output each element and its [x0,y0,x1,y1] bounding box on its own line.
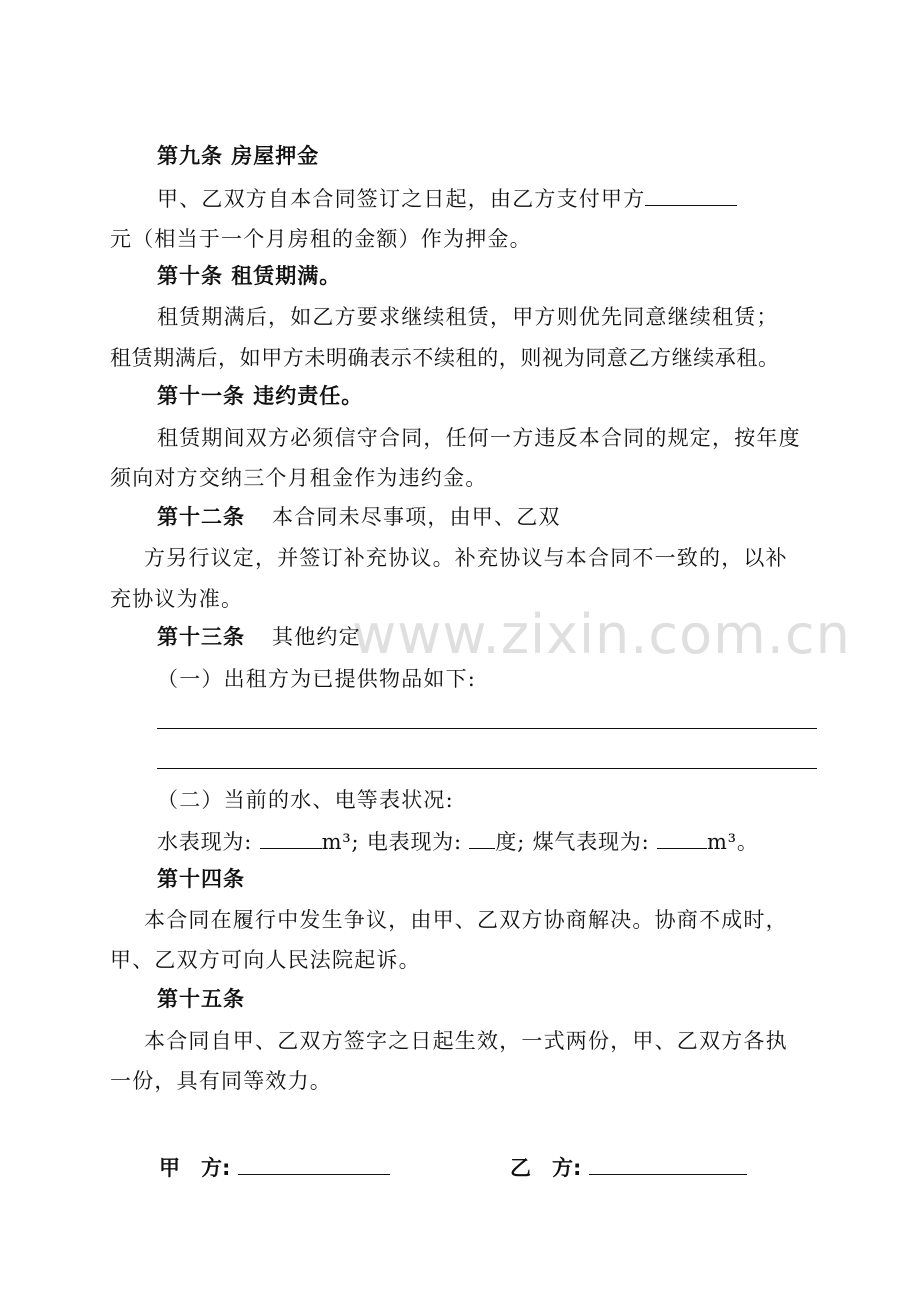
gas-meter-unit: m³。 [706,830,759,854]
article-11-line-1: 租赁期间双方必须信守合同，任何一方违反本合同的规定，按年度 [157,426,801,450]
article-13-title-rest: 其他约定 [272,625,361,649]
article-12-title-rest: 本合同未尽事项，由甲、乙双 [272,505,561,529]
article-11-line-2: 须向对方交纳三个月租金作为违约金。 [110,466,488,490]
watermark: www.zixin.com.cn [352,603,851,666]
article-10-line-2: 租赁期满后，如甲方未明确表示不续租的，则视为同意乙方继续承租。 [110,346,780,370]
article-9-title: 第九条 房屋押金 [157,144,320,168]
items-blank-line-1[interactable] [157,728,817,729]
electric-meter-unit: 度; [495,830,526,854]
article-9-line-2: 元（相当于一个月房租的金额）作为押金。 [110,227,532,251]
article-14-line-1: 本合同在履行中发生争议，由甲、乙双方协商解决。协商不成时， [144,908,788,932]
article-13-item-2: （二）当前的水、电等表状况: [157,788,454,812]
article-11-title: 第十一条 违约责任。 [157,384,364,408]
water-meter-label: 水表现为: [157,830,253,854]
article-13-item-1: （一）出租方为已提供物品如下: [157,667,477,691]
article-15-line-2: 一份，具有同等效力。 [110,1069,332,1093]
article-12-line-2: 充协议为准。 [110,587,244,611]
article-10-title: 第十条 租赁期满。 [157,264,342,288]
article-13-title: 第十三条 [157,625,245,649]
article-9-line-1 [157,185,737,212]
gas-meter-label: 煤气表现为: [532,830,650,854]
water-meter-blank[interactable] [260,828,322,849]
party-a-signature-blank[interactable] [238,1150,390,1175]
signature-party-a [159,1150,390,1182]
article-12-title: 第十二条 [157,505,245,529]
article-15-title: 第十五条 [157,987,245,1011]
article-15-line-1: 本合同自甲、乙双方签字之日起生效，一式两份，甲、乙双方各执 [144,1029,788,1053]
article-12-line-1: 方另行议定，并签订补充协议。补充协议与本合同不一致的，以补 [144,546,788,570]
electric-meter-label: 电表现为: [366,830,462,854]
party-b-signature-blank[interactable] [589,1150,747,1175]
signature-party-b [510,1150,747,1182]
water-meter-unit: m³; [321,830,360,854]
gas-meter-blank[interactable] [657,828,707,849]
article-14-line-2: 甲、乙双方可向人民法院起诉。 [110,948,421,972]
deposit-amount-blank[interactable] [645,185,737,206]
party-b-label: 乙 方: [510,1156,582,1180]
meter-readings-line [157,828,759,855]
electric-meter-blank[interactable] [469,828,495,849]
article-14-title: 第十四条 [157,867,245,891]
items-blank-line-2[interactable] [157,768,817,769]
article-9-text: 甲、乙双方自本合同签订之日起，由乙方支付甲方 [157,187,646,211]
party-a-label: 甲 方: [159,1156,231,1180]
article-10-line-1: 租赁期满后，如乙方要求继续租赁，甲方则优先同意继续租赁； [157,305,779,329]
